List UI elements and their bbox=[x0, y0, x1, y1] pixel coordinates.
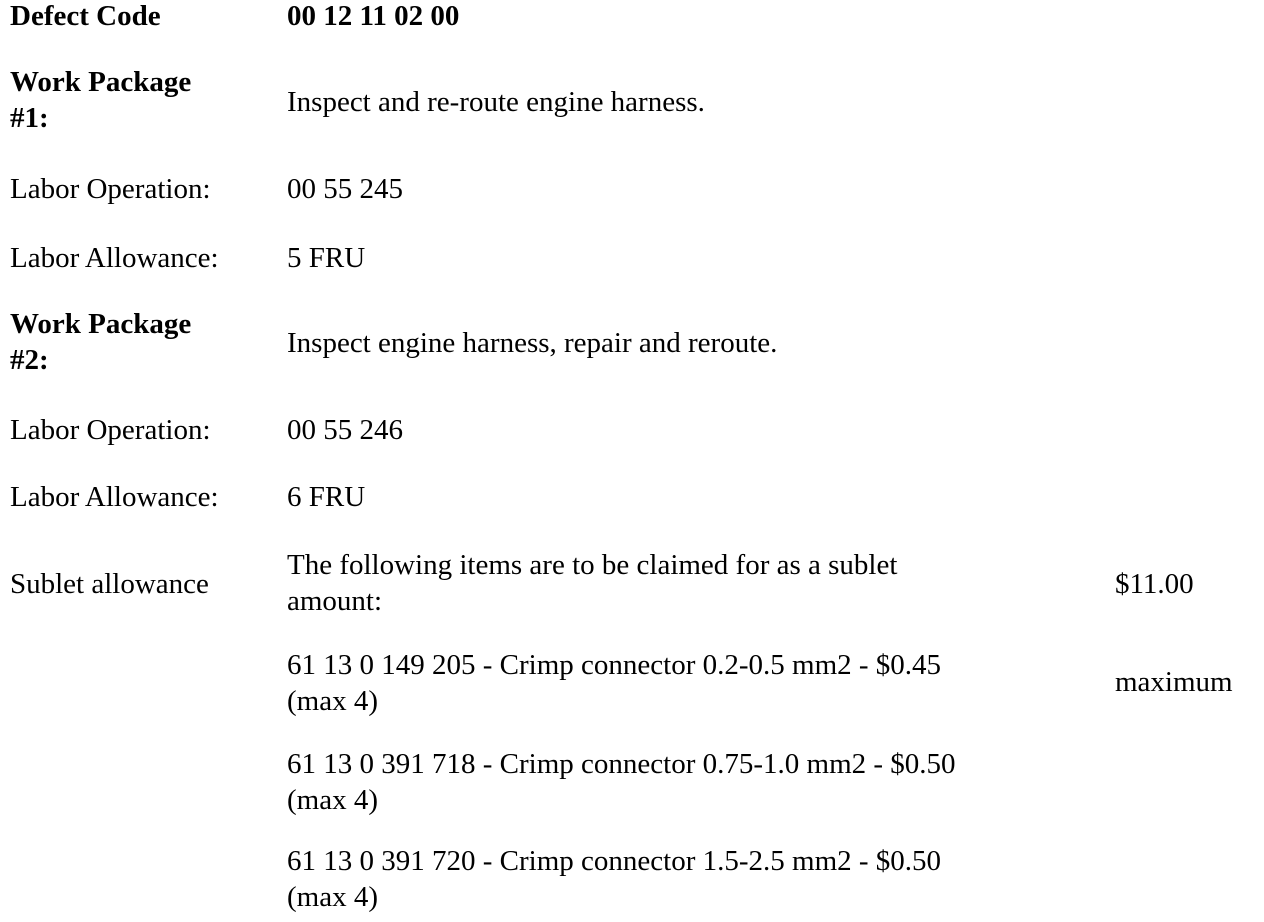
work-package-2-label-line2: #2: bbox=[10, 344, 49, 376]
sublet-item-2-line2: (max 4) bbox=[287, 784, 378, 816]
sublet-intro-line2: amount: bbox=[287, 585, 383, 617]
labor-operation-2-label: Labor Operation: bbox=[10, 414, 211, 446]
labor-allowance-1-label: Labor Allowance: bbox=[10, 242, 219, 274]
work-package-1-label-line1: Work Package bbox=[10, 66, 192, 98]
labor-allowance-2-value: 6 FRU bbox=[287, 481, 366, 513]
work-package-2-label-line1: Work Package bbox=[10, 308, 192, 340]
labor-operation-1-label: Labor Operation: bbox=[10, 173, 211, 205]
labor-allowance-1-value: 5 FRU bbox=[287, 242, 366, 274]
work-package-2-description: Inspect engine harness, repair and reroute. bbox=[287, 327, 778, 359]
defect-code-label: Defect Code bbox=[10, 0, 161, 32]
sublet-amount-note: maximum bbox=[1115, 666, 1233, 698]
sublet-item-1-line2: (max 4) bbox=[287, 685, 378, 717]
sublet-item-3-line1: 61 13 0 391 720 - Crimp connector 1.5-2.5 mm2 - $0.50 bbox=[287, 845, 942, 877]
sublet-item-2-line1: 61 13 0 391 718 - Crimp connector 0.75-1.0 mm2 - $0.50 bbox=[287, 748, 956, 780]
sublet-item-1-line1: 61 13 0 149 205 - Crimp connector 0.2-0.5 mm2 - $0.45 bbox=[287, 649, 942, 681]
sublet-amount: $11.00 bbox=[1115, 568, 1194, 600]
work-package-1-label-line2: #1: bbox=[10, 102, 49, 134]
sublet-intro-line1: The following items are to be claimed for as a sublet bbox=[287, 549, 898, 581]
labor-allowance-2-label: Labor Allowance: bbox=[10, 481, 219, 513]
work-package-1-description: Inspect and re-route engine harness. bbox=[287, 86, 705, 118]
sublet-item-3-line2: (max 4) bbox=[287, 881, 378, 913]
sublet-allowance-label: Sublet allowance bbox=[10, 568, 209, 600]
labor-operation-2-value: 00 55 246 bbox=[287, 414, 403, 446]
labor-operation-1-value: 00 55 245 bbox=[287, 173, 403, 205]
defect-code-value: 00 12 11 02 00 bbox=[287, 0, 460, 32]
